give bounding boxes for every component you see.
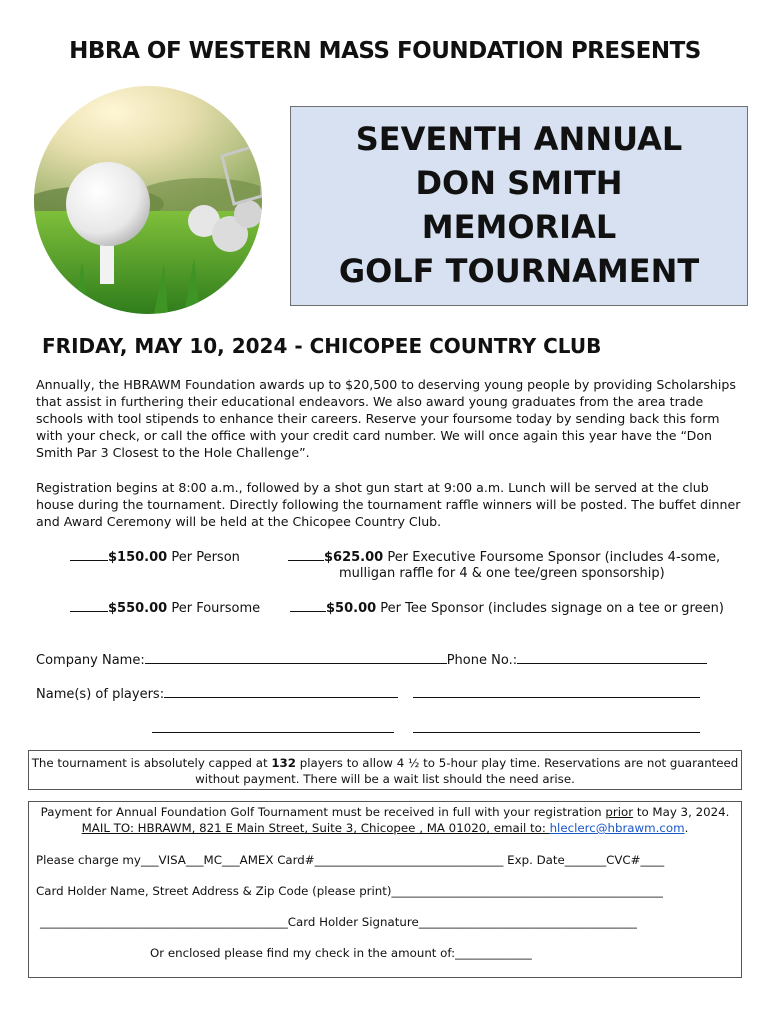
- price-label: Per Foursome: [167, 601, 261, 616]
- schedule-paragraph: Registration begins at 8:00 a.m., followed by a shot gun start at 9:00 a.m. Lunch will be served at the club house during the tournament. Directly following the tournament raffle winners will be posted. The buffet dinner and Award Ceremony will be held at the Chicopee Country Club.: [36, 480, 741, 529]
- signature-line[interactable]: __________________________________________Card Holder Signature_____________________________________: [40, 915, 637, 929]
- phone-label: Phone No.:: [446, 653, 518, 668]
- player-1-field[interactable]: [164, 685, 398, 698]
- price-amount: $50.00: [326, 601, 377, 616]
- check-amount-line[interactable]: Or enclosed please find my check in the amount of:_____________: [150, 946, 532, 960]
- price-amount: $150.00: [108, 550, 168, 565]
- page-header: HBRA OF WESTERN MASS FOUNDATION PRESENTS: [69, 38, 701, 64]
- notice-line-2: without payment. There will be a wait list should the need arise.: [195, 772, 575, 786]
- players-label: Name(s) of players:: [36, 687, 165, 702]
- price-exec-sponsor-detail: mulligan raffle for 4 & one tee/green sponsorship): [339, 566, 665, 581]
- phone-field[interactable]: [517, 651, 707, 664]
- player-3-field[interactable]: [152, 720, 394, 733]
- tournament-title-box: [290, 106, 748, 306]
- payment-deadline: Payment for Annual Foundation Golf Tournament must be received in full with your registration prior to May 3, 2024.: [40, 805, 730, 819]
- company-name-field[interactable]: [145, 651, 447, 664]
- card-charge-line[interactable]: Please charge my___VISA___MC___AMEX Card#________________________________ Exp. Date_______CVC#____: [36, 853, 665, 867]
- intro-paragraph: Annually, the HBRAWM Foundation awards up to $20,500 to deserving young people by providing Scholarships that assist in furthering their educational endeavors. We also award young graduates from the area trade schools with tool stipends to enhance their careers. Reserve your foursome today by sending back this form with your check, or call the office with your credit card number. We will once again this year have the “Don Smith Par 3 Closest to the Hole Challenge”.: [36, 377, 736, 460]
- company-label: Company Name:: [36, 653, 145, 668]
- price-label: Per Executive Foursome Sponsor (includes 4-some,: [383, 550, 721, 565]
- event-date-location: FRIDAY, MAY 10, 2024 - CHICOPEE COUNTRY CLUB: [42, 334, 602, 358]
- golf-ball-photo: [34, 86, 262, 314]
- card-holder-line[interactable]: Card Holder Name, Street Address & Zip Code (please print)______________________________________________: [36, 884, 663, 898]
- players-row: [36, 685, 398, 702]
- price-per-person[interactable]: [70, 548, 240, 565]
- player-4-field[interactable]: [413, 720, 700, 733]
- email-link[interactable]: hleclerc@hbrawm.com: [549, 821, 685, 835]
- price-amount: $625.00: [324, 550, 384, 565]
- price-amount: $550.00: [108, 601, 168, 616]
- price-label: Per Tee Sponsor (includes signage on a tee or green): [376, 601, 724, 616]
- price-per-foursome[interactable]: [70, 599, 260, 616]
- notice-line-1: The tournament is absolutely capped at 132 players to allow 4 ½ to 5-hour play time. Reservations are not guaranteed: [31, 756, 739, 770]
- price-tee-sponsor[interactable]: [290, 599, 724, 616]
- capacity-notice: [28, 750, 742, 790]
- title-line-1: SEVENTH ANNUAL: [355, 120, 683, 158]
- player-2-field[interactable]: [413, 685, 700, 698]
- title-line-4: GOLF TOURNAMENT: [338, 252, 700, 290]
- mail-to-line: MAIL TO: HBRAWM, 821 E Main Street, Suite 3, Chicopee , MA 01020, email to: hleclerc@hbrawm.com.: [81, 821, 689, 835]
- company-row: [36, 651, 707, 668]
- title-line-3: MEMORIAL: [421, 208, 617, 246]
- price-label: Per Person: [167, 550, 240, 565]
- golf-ball-icon: [34, 86, 262, 314]
- title-line-2: DON SMITH: [415, 164, 623, 202]
- price-exec-sponsor[interactable]: [288, 548, 720, 565]
